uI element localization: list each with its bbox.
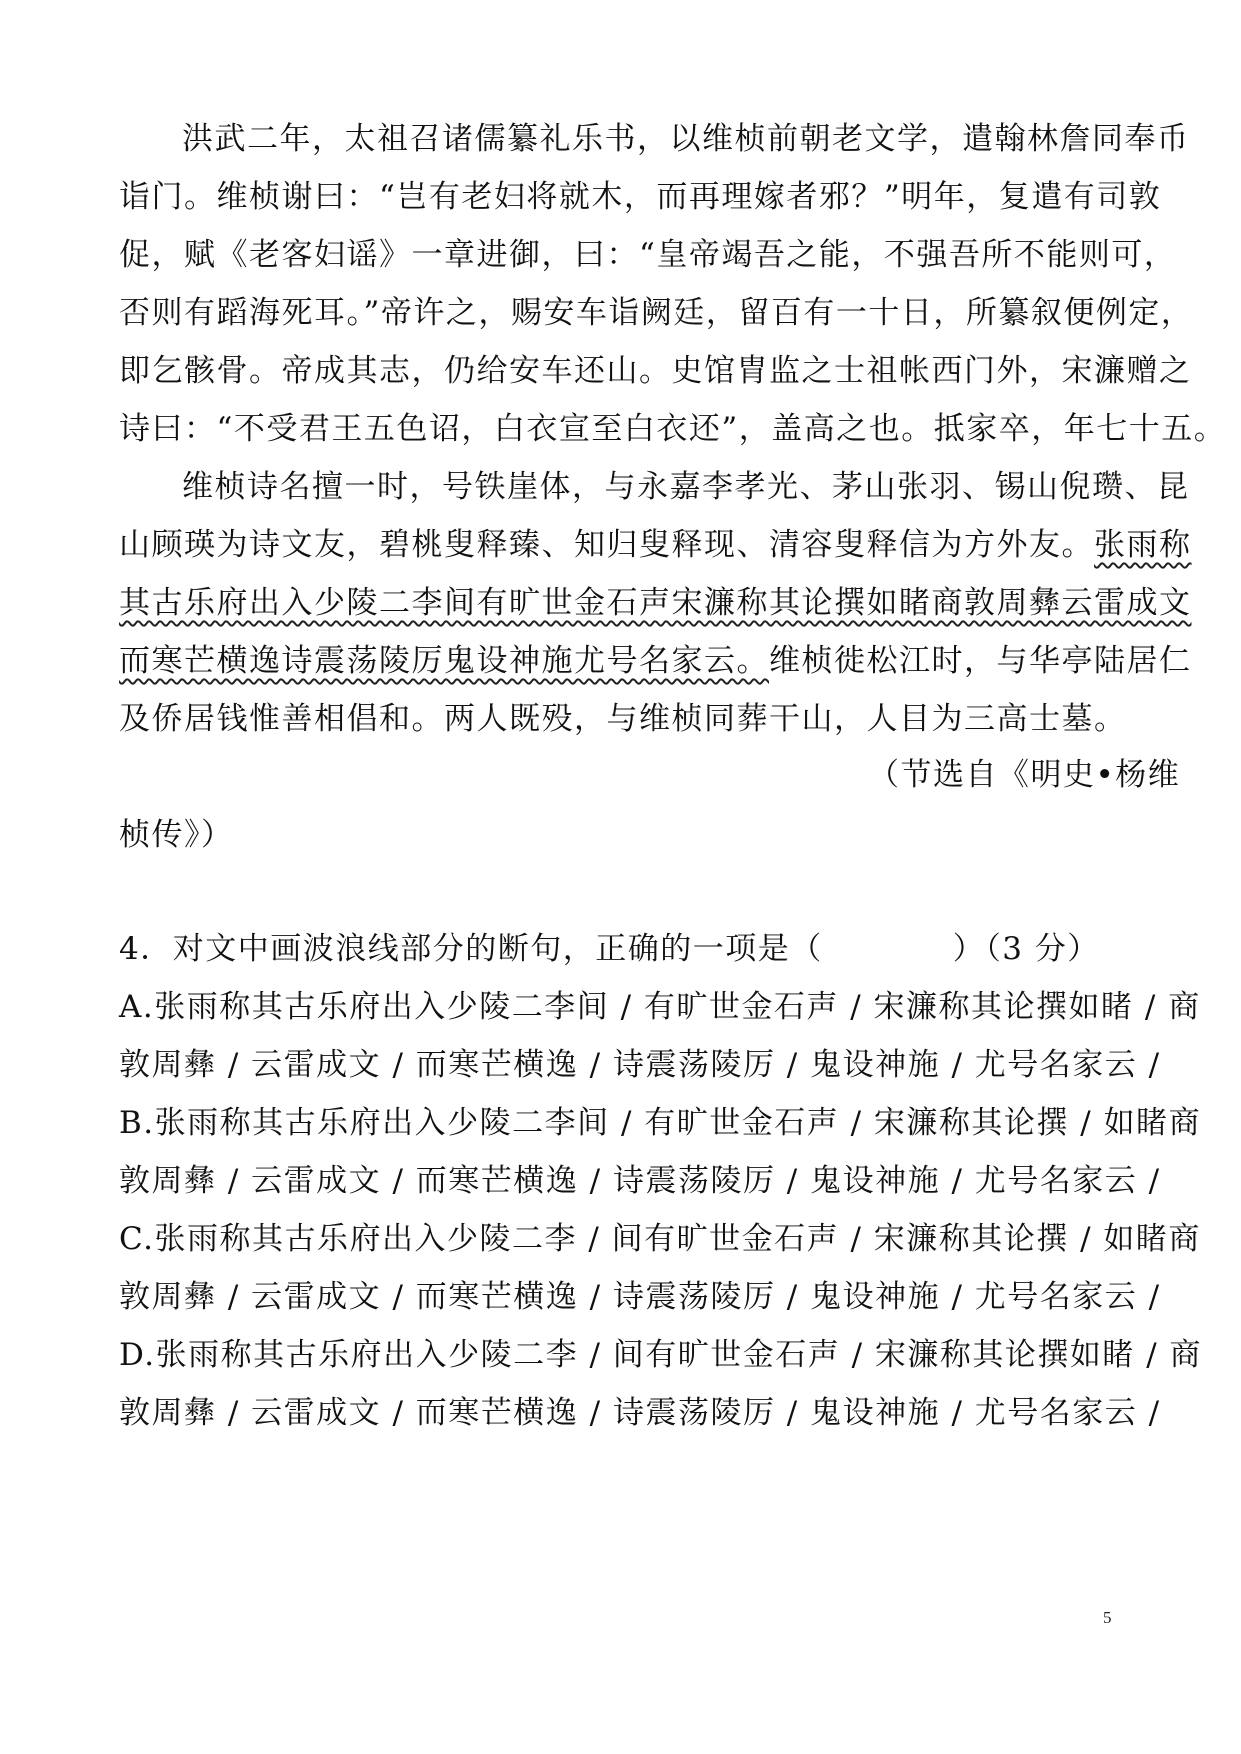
passage-text: 维桢徙松江时，与华亭陆居仁 [769,643,1192,679]
passage-line: 洪武二年，太祖召诸儒纂礼乐书，以维桢前朝老文学，遣翰林詹同奉币 [182,121,1190,157]
option-a-line2: 敦周彝 / 云雷成文 / 而寒芒横逸 / 诗震荡陵厉 / 鬼设神施 / 尤号名家云 / [119,1047,1161,1083]
option-d-line2: 敦周彝 / 云雷成文 / 而寒芒横逸 / 诗震荡陵厉 / 鬼设神施 / 尤号名家云 / [119,1395,1161,1431]
passage-line: 及侨居钱惟善相倡和。两人既殁，与维桢同葬干山，人目为三高士墓。 [119,701,1127,737]
wavy-underlined-text: 而寒芒横逸诗震荡陵厉鬼设神施尤号名家云。 [119,643,769,679]
option-b-line2: 敦周彝 / 云雷成文 / 而寒芒横逸 / 诗震荡陵厉 / 鬼设神施 / 尤号名家云 / [119,1163,1161,1199]
passage-text: 山顾瑛为诗文友，碧桃叟释臻、知归叟释现、清容叟释信为方外友。 [119,527,1094,563]
passage-line: 维桢诗名擅一时，号铁崖体，与永嘉李孝光、茅山张羽、锡山倪瓒、昆 [182,469,1190,505]
option-d-line1: D.张雨称其古乐府出入少陵二李 / 间有旷世金石声 / 宋濂称其论撰如睹 / 商 [119,1337,1203,1373]
passage-line [119,641,1192,681]
passage-line [119,583,1192,623]
passage-line: 诣门。维桢谢曰：“岂有老妇将就木，而再理嫁者邪？”明年，复遣有司敦 [119,179,1162,215]
option-c-line2: 敦周彝 / 云雷成文 / 而寒芒横逸 / 诗震荡陵厉 / 鬼设神施 / 尤号名家云 / [119,1279,1161,1315]
wavy-underlined-text: 其古乐府出入少陵二李间有旷世金石声宋濂称其论撰如睹商敦周彝云雷成文 [119,585,1192,621]
passage-line [119,525,1192,565]
source-citation: （节选自《明史•杨维 [868,757,1181,793]
option-a-line1: A.张雨称其古乐府出入少陵二李间 / 有旷世金石声 / 宋濂称其论撰如睹 / 商 [119,989,1201,1025]
passage-line: 即乞骸骨。帝成其志，仍给安车还山。史馆胄监之士祖帐西门外，宋濂赠之 [119,353,1192,389]
question-stem: 4．对文中画波浪线部分的断句，正确的一项是（ ）（3 分） [119,931,1100,967]
option-c-line1: C.张雨称其古乐府出入少陵二李 / 间有旷世金石声 / 宋濂称其论撰 / 如睹商 [119,1221,1201,1257]
passage-line: 否则有蹈海死耳。”帝许之，赐安车诣阙廷，留百有一十日，所纂叙便例定， [119,295,1194,331]
passage-line: 促，赋《老客妇谣》一章进御，曰：“皇帝竭吾之能，不强吾所不能则可， [119,237,1177,273]
option-b-line1: B.张雨称其古乐府出入少陵二李间 / 有旷世金石声 / 宋濂称其论撰 / 如睹商 [119,1105,1202,1141]
passage-line: 诗曰：“不受君王五色诏，白衣宣至白衣还”，盖高之也。抵家卒，年七十五。 [119,411,1227,447]
wavy-underlined-text: 张雨称 [1094,527,1192,563]
page-number: 5 [1103,1608,1112,1627]
source-citation-continued: 桢传》） [119,817,234,853]
